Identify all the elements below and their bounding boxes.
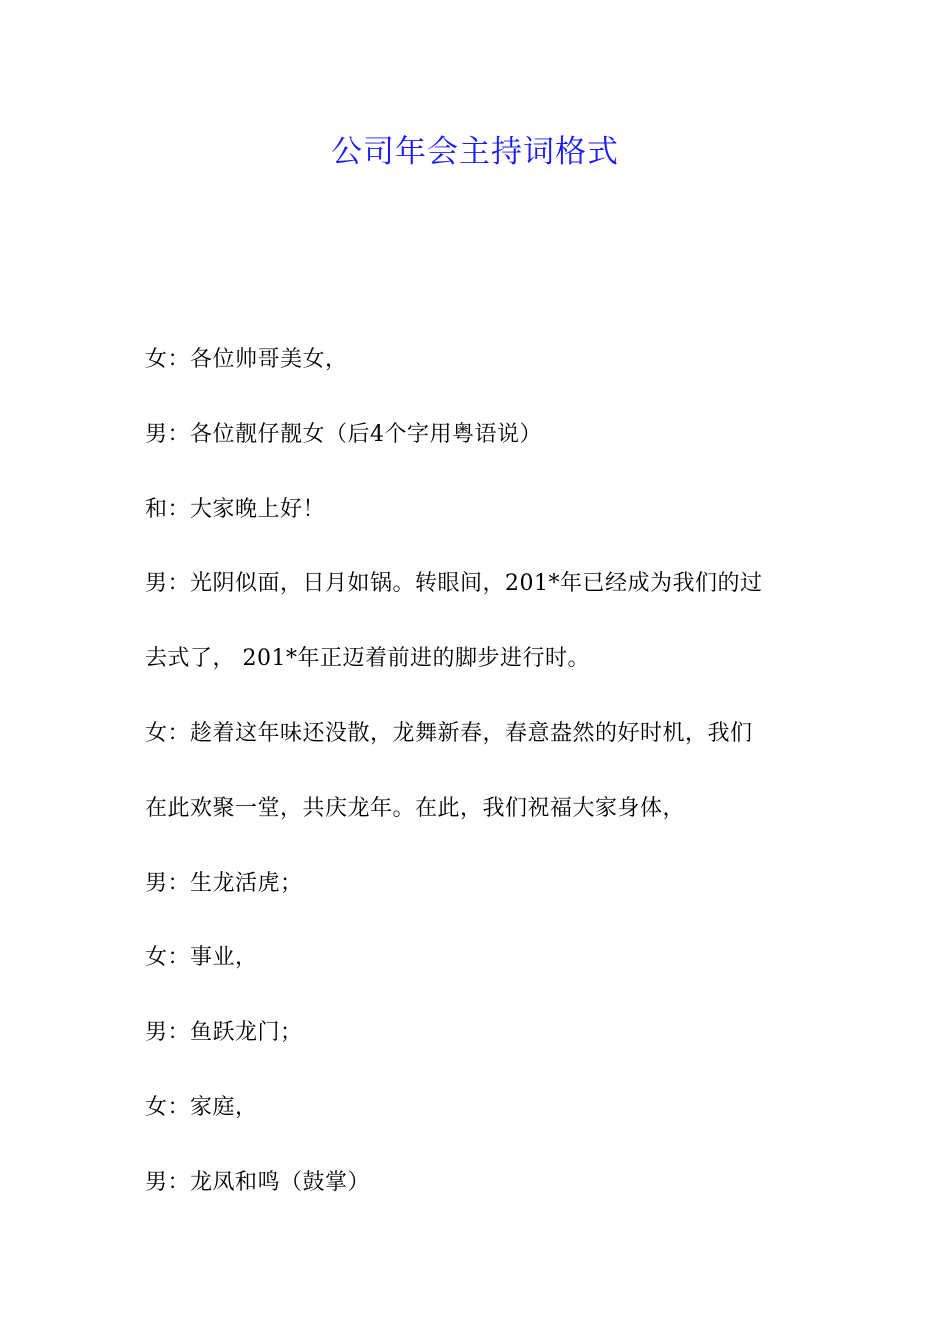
text-line: 男：光阴似面，日月如锅。转眼间，201*年已经成为我们的过	[145, 571, 763, 597]
text-line: 在此欢聚一堂，共庆龙年。在此，我们祝福大家身体，	[145, 795, 686, 821]
text-line: 去式了， 201*年正迈着前进的脚步进行时。	[145, 646, 590, 672]
text-line: 女：家庭，	[145, 1094, 258, 1120]
text-line: 男：龙凤和鸣（鼓掌）	[145, 1169, 371, 1195]
text-line: 女：各位帅哥美女，	[145, 347, 348, 372]
text-line: 男：生龙活虎；	[145, 870, 303, 896]
text-line: 女：趁着这年味还没散，龙舞新春，春意盎然的好时机，我们	[145, 720, 753, 746]
document-title: 公司年会主持词格式	[331, 134, 619, 170]
text-line: 男：各位靓仔靓女（后4个字用粤语说）	[145, 421, 542, 447]
text-line: 男：鱼跃龙门；	[145, 1020, 303, 1046]
document-body	[145, 335, 810, 1233]
text-line: 女：事业，	[145, 945, 258, 971]
text-line: 和：大家晚上好！	[145, 496, 326, 522]
